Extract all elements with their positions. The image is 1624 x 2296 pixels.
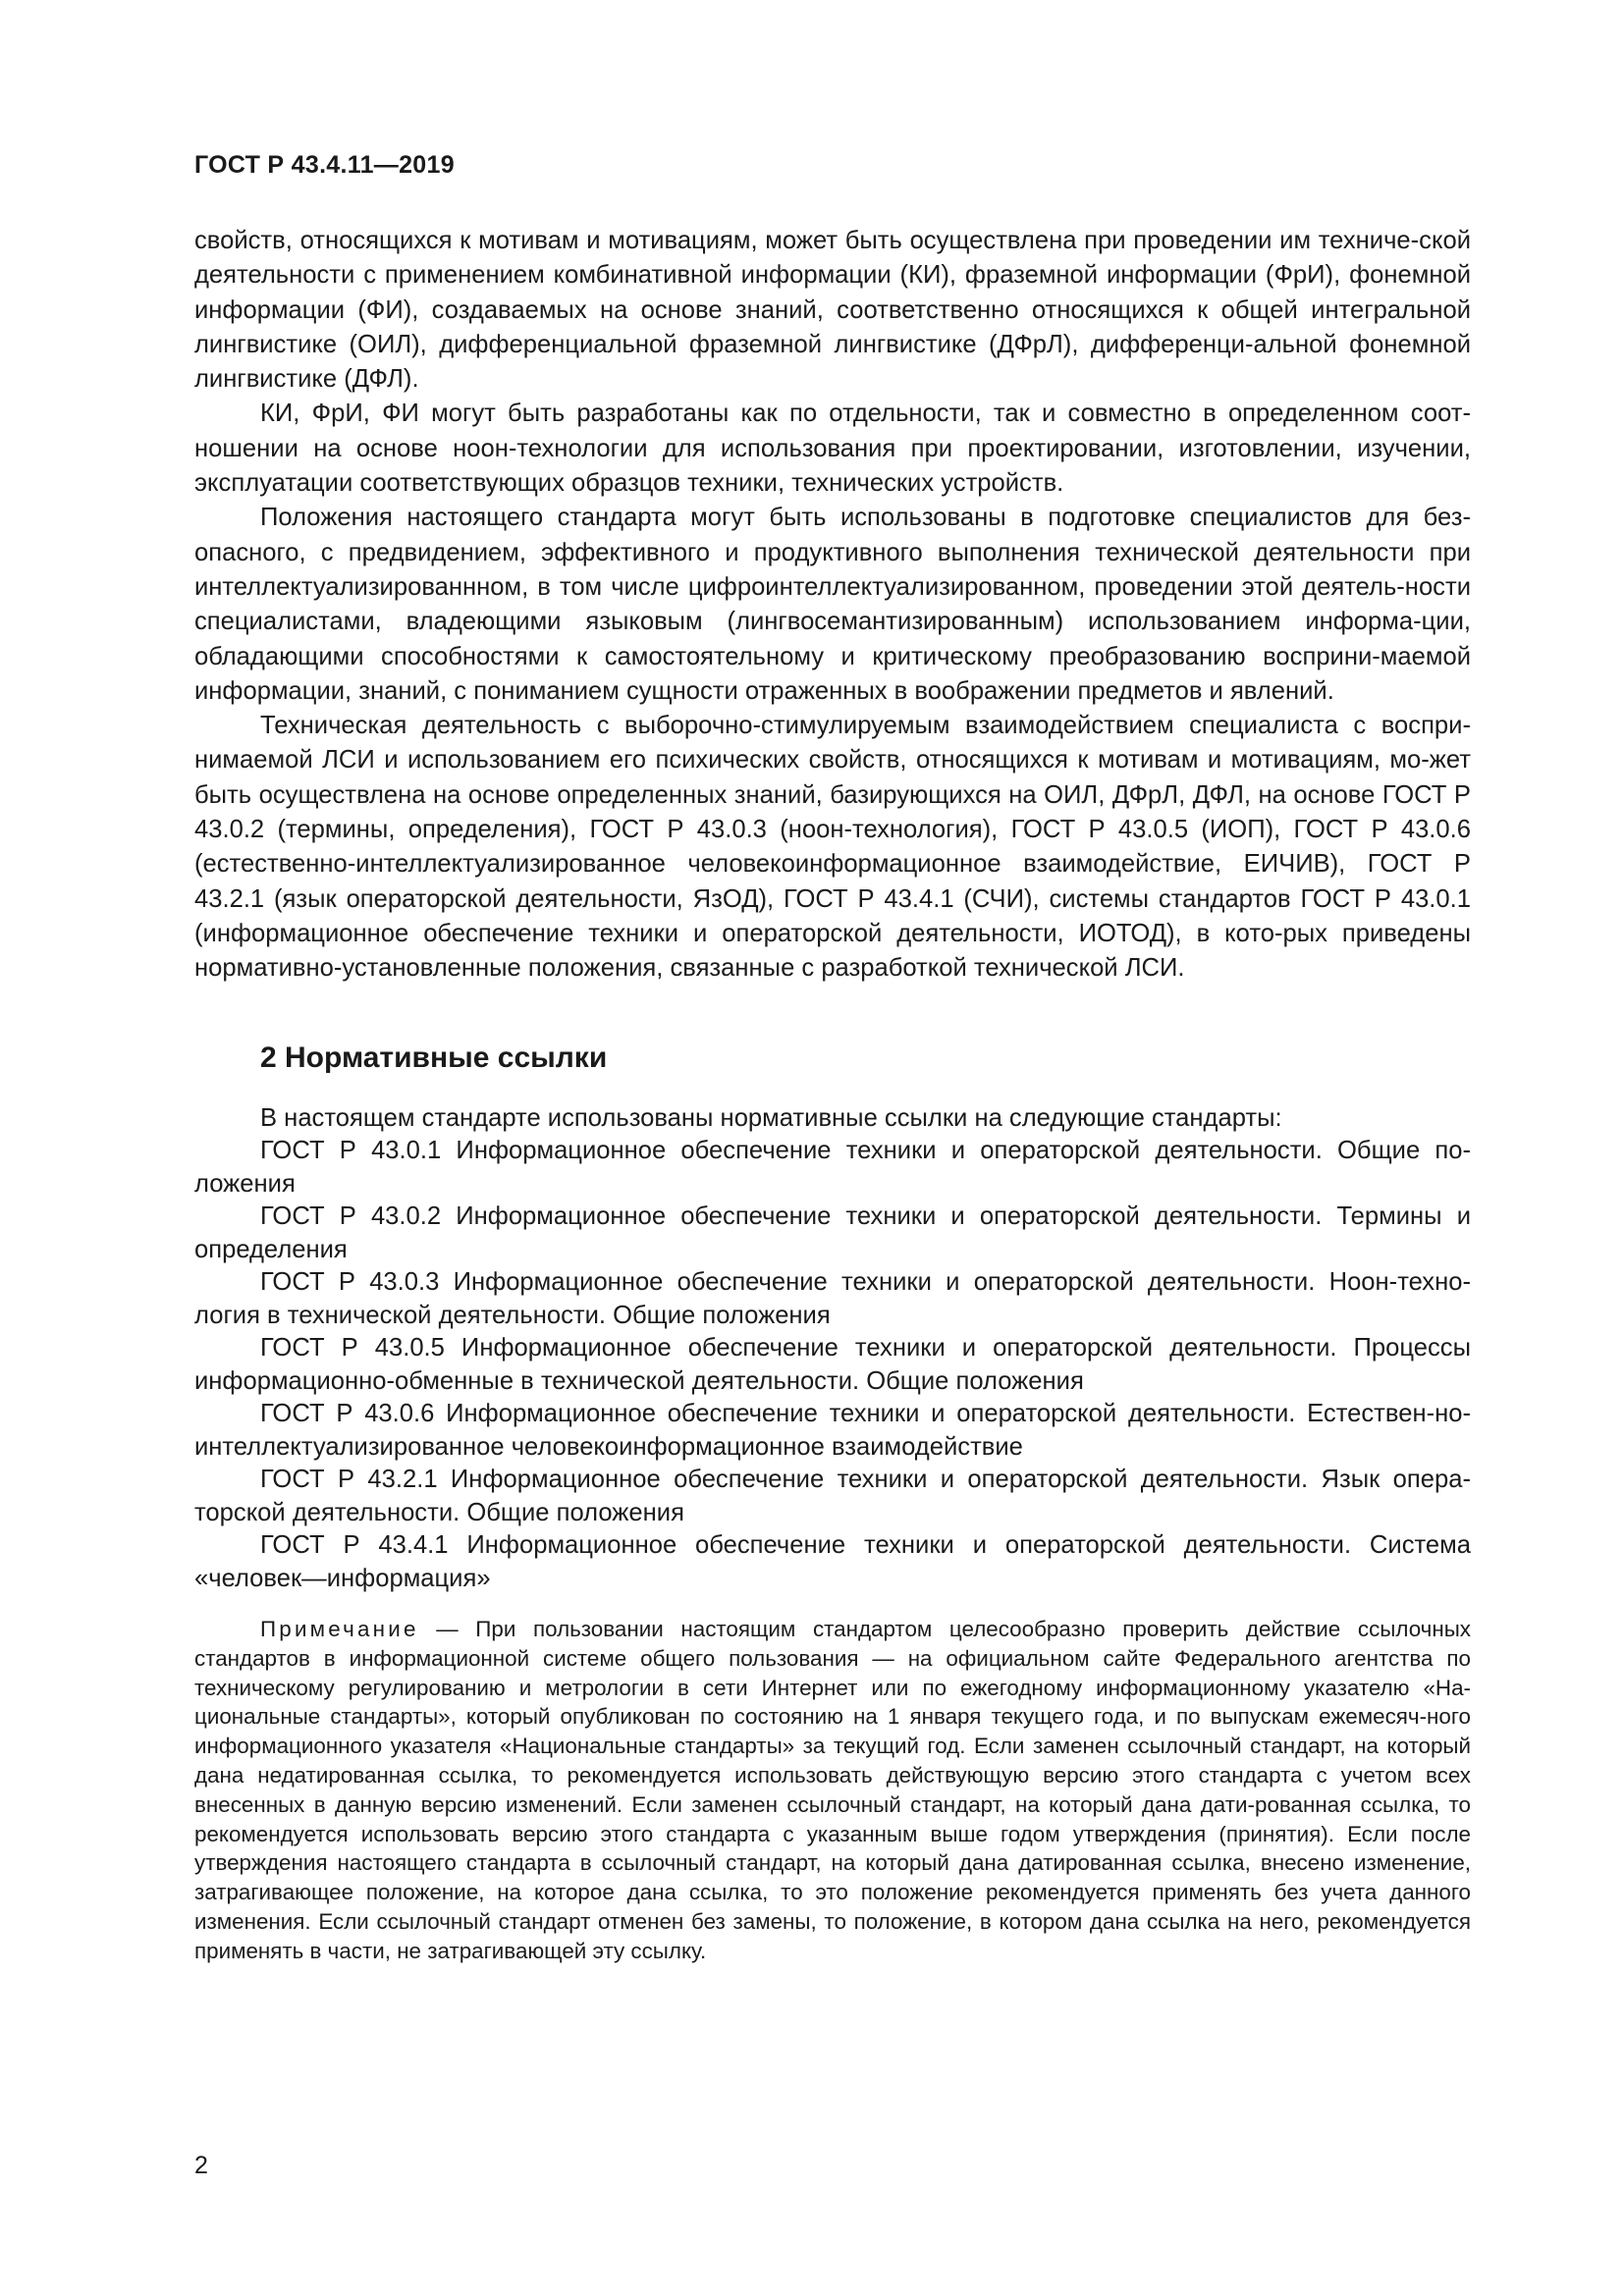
reference-item: ГОСТ Р 43.0.3 Информационное обеспечение техники и операторской деятельности. Ноон-техно-логия в технической деятельности. Общие положения (194, 1268, 1471, 1329)
paragraph: Техническая деятельность с выборочно-стимулируемым взаимодействием специалиста с воспри-нимаемой ЛСИ и использованием его психических свойств, относящихся к мотивам и мотивациям, мо-жет быть осуществлена на основе определенных знаний, базирующихся на ОИЛ, ДФрЛ, ДФЛ, на основе ГОСТ Р 43.0.2 (термины, определения), ГОСТ Р 43.0.3 (ноон-технология), ГОСТ Р 43.0.5 (ИОП), ГОСТ Р 43.0.6 (естественно-интеллектуализированное человекоинформационное взаимодействие, ЕИЧИВ), ГОСТ Р 43.2.1 (язык операторской деятельности, ЯзОД), ГОСТ Р 43.4.1 (СЧИ), системы стандартов ГОСТ Р 43.0.1 (информационное обеспечение техники и операторской деятельности, ИОТОД), в кото-рых приведены нормативно-установленные положения, связанные с разработкой технической ЛСИ. (194, 712, 1471, 983)
note-block (194, 1615, 1471, 1966)
reference-item: ГОСТ Р 43.0.2 Информационное обеспечение техники и операторской деятельности. Термины и определения (194, 1202, 1471, 1263)
reference-item: ГОСТ Р 43.2.1 Информационное обеспечение техники и операторской деятельности. Язык опера-торской деятельности. Общие положения (194, 1466, 1471, 1526)
section-heading: 2 Нормативные ссылки (260, 1041, 608, 1074)
note-label: Примечание (260, 1617, 419, 1642)
intro-text (194, 224, 1471, 987)
reference-item: ГОСТ Р 43.0.1 Информационное обеспечение техники и операторской деятельности. Общие по-ложения (194, 1137, 1471, 1198)
paragraph: Положения настоящего стандарта могут быть использованы в подготовке специалистов для без-опасного, с предвидением, эффективного и продуктивного выполнения технической деятельности при интеллектуализированнном, в том числе цифроинтеллектуализированном, проведении этой деятель-ности специалистами, владеющими языковым (лингвосемантизированным) использованием информа-ции, обладающими способностями к самостоятельному и критическому преобразованию восприни-маемой информации, знаний, с пониманием сущности отраженных в воображении предметов и явлений. (194, 504, 1471, 705)
note-paragraph (194, 1615, 1471, 1966)
reference-item: ГОСТ Р 43.0.5 Информационное обеспечение техники и операторской деятельности. Процессы информационно-обменные в технической деятельности. Общие положения (194, 1334, 1471, 1395)
references-intro: В настоящем стандарте использованы нормативные ссылки на следующие стандарты: (260, 1103, 1282, 1132)
page-content (194, 224, 1471, 1966)
reference-item: ГОСТ Р 43.4.1 Информационное обеспечение техники и операторской деятельности. Система «человек—информация» (194, 1531, 1471, 1592)
paragraph: КИ, ФрИ, ФИ могут быть разработаны как по отдельности, так и совместно в определенном соот-ношении на основе ноон-технологии для использования при проектировании, изготовлении, изучении, эксплуатации соответствующих образцов техники, технических устройств. (194, 400, 1471, 498)
reference-item: ГОСТ Р 43.0.6 Информационное обеспечение техники и операторской деятельности. Естествен-но-интеллектуализированное человекоинформационное взаимодействие (194, 1400, 1471, 1461)
paragraph: свойств, относящихся к мотивам и мотивациям, может быть осуществлена при проведении им техниче-ской деятельности с применением комбинативной информации (КИ), фраземной информации (ФрИ), фонемной информации (ФИ), создаваемых на основе знаний, соответственно относящихся к общей интегральной лингвистике (ОИЛ), дифференциальной фраземной лингвистике (ДФрЛ), дифференци-альной фонемной лингвистике (ДФЛ). (194, 227, 1471, 394)
normative-references-list (194, 1102, 1471, 1596)
note-text: — При пользовании настоящим стандартом целесообразно проверить действие ссылочных стандартов в информационной системе общего пользования — на официальном сайте Федерального агентства по техническому регулированию и метрологии в сети Интернет или по ежегодному информационному указателю «На-циональные стандарты», который опубликован по состоянию на 1 января текущего года, и по выпускам ежемесяч-ного информационного указателя «Национальные стандарты» за текущий год. Если заменен ссылочный стандарт, на который дана недатированная ссылка, то рекомендуется использовать действующую версию этого стандарта с учетом всех внесенных в данную версию изменений. Если заменен ссылочный стандарт, на который дана дати-рованная ссылка, то рекомендуется использовать версию этого стандарта с указанным выше годом утверждения (принятия). Если после утверждения настоящего стандарта в ссылочный стандарт, на который дана датированная ссылка, внесено изменение, затрагивающее положение, на которое дана ссылка, то это положение рекомендуется применять без учета данного изменения. Если ссылочный стандарт отменен без замены, то положение, в котором дана ссылка на него, рекомендуется применять в части, не затрагивающей эту ссылку. (194, 1617, 1471, 1963)
document-header-title: ГОСТ Р 43.4.11—2019 (194, 151, 455, 179)
page-number: 2 (194, 2152, 208, 2179)
